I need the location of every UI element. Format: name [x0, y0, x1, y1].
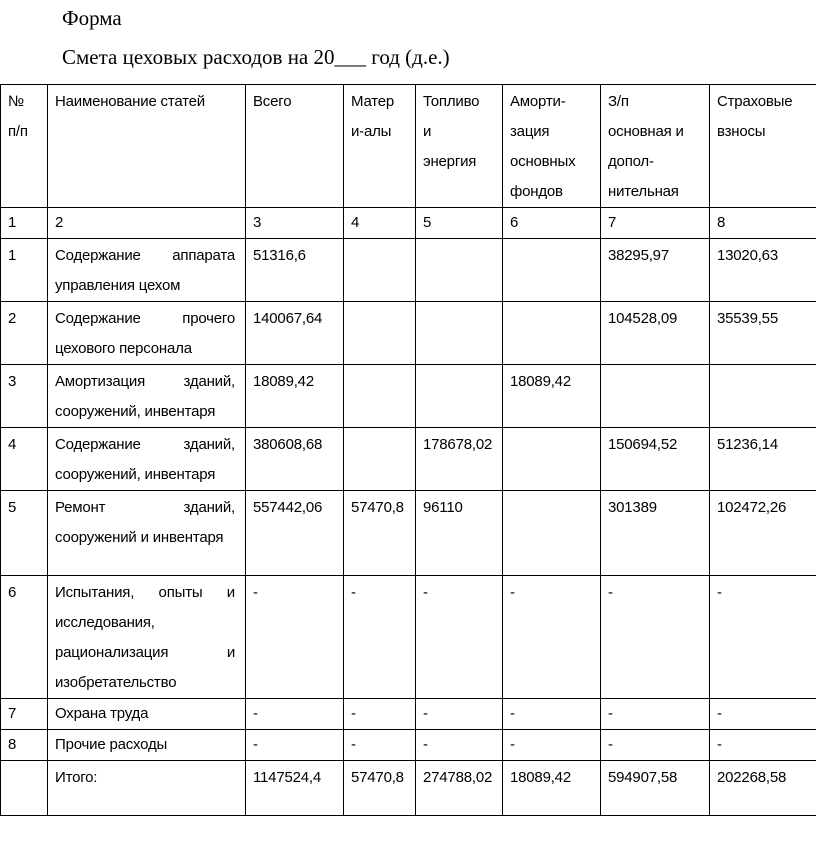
total-value: 51316,6: [246, 239, 344, 302]
column-number: 1: [1, 208, 48, 239]
document-title: Смета цеховых расходов на 20___ год (д.е.): [62, 45, 450, 69]
column-number: 4: [344, 208, 416, 239]
form-label: Форма: [62, 6, 122, 30]
fuel-energy-value: [416, 365, 503, 428]
insurance-value: 202268,58: [710, 761, 816, 816]
item-name: Прочие расходы: [48, 730, 246, 761]
cost-estimate-table: [0, 84, 816, 816]
total-value: -: [246, 576, 344, 699]
insurance-value: -: [710, 730, 816, 761]
table-row: [1, 365, 816, 428]
depreciation-value: -: [503, 730, 601, 761]
insurance-value: 35539,55: [710, 302, 816, 365]
item-name: Охрана труда: [48, 699, 246, 730]
depreciation-value: -: [503, 576, 601, 699]
item-name: Содержание прочего цехового персонала: [48, 302, 246, 365]
table-row: [1, 699, 816, 730]
item-name: Амортизация зданий, сооружений, инвентаря: [48, 365, 246, 428]
total-value: 140067,64: [246, 302, 344, 365]
row-number: 8: [1, 730, 48, 761]
total-value: 18089,42: [246, 365, 344, 428]
table-row: [1, 491, 816, 576]
item-name: Итого:: [48, 761, 246, 816]
table-row: [1, 239, 816, 302]
col-header-depreciation: Аморти- зация основных фондов: [503, 85, 601, 208]
wages-value: -: [601, 730, 710, 761]
col-header-wages: З/п основная и допол- нительная: [601, 85, 710, 208]
materials-value: -: [344, 699, 416, 730]
depreciation-value: [503, 302, 601, 365]
wages-value: -: [601, 699, 710, 730]
item-name: Ремонт зданий, сооружений и инвентаря: [48, 491, 246, 576]
depreciation-value: [503, 491, 601, 576]
row-number: 5: [1, 491, 48, 576]
item-name: Содержание зданий, сооружений, инвентаря: [48, 428, 246, 491]
total-value: -: [246, 730, 344, 761]
depreciation-value: 18089,42: [503, 365, 601, 428]
total-value: 1147524,4: [246, 761, 344, 816]
depreciation-value: 18089,42: [503, 761, 601, 816]
column-number: 5: [416, 208, 503, 239]
fuel-energy-value: [416, 302, 503, 365]
table-row: [1, 302, 816, 365]
fuel-energy-value: 96110: [416, 491, 503, 576]
column-number: 8: [710, 208, 816, 239]
total-value: -: [246, 699, 344, 730]
column-number: 2: [48, 208, 246, 239]
materials-value: [344, 239, 416, 302]
row-number: 1: [1, 239, 48, 302]
insurance-value: -: [710, 576, 816, 699]
insurance-value: 13020,63: [710, 239, 816, 302]
row-number: 3: [1, 365, 48, 428]
materials-value: 57470,8: [344, 491, 416, 576]
row-number: 7: [1, 699, 48, 730]
wages-value: 104528,09: [601, 302, 710, 365]
depreciation-value: [503, 428, 601, 491]
item-name: Испытания, опыты и исследования, рационализация и изобретательство: [48, 576, 246, 699]
table-row: [1, 730, 816, 761]
materials-value: [344, 365, 416, 428]
col-header-fuel-energy: Топливо и энергия: [416, 85, 503, 208]
table-row: [1, 576, 816, 699]
materials-value: -: [344, 730, 416, 761]
fuel-energy-value: 274788,02: [416, 761, 503, 816]
wages-value: [601, 365, 710, 428]
row-number: 6: [1, 576, 48, 699]
fuel-energy-value: -: [416, 576, 503, 699]
depreciation-value: [503, 239, 601, 302]
depreciation-value: -: [503, 699, 601, 730]
wages-value: 594907,58: [601, 761, 710, 816]
fuel-energy-value: [416, 239, 503, 302]
insurance-value: 102472,26: [710, 491, 816, 576]
materials-value: [344, 302, 416, 365]
fuel-energy-value: -: [416, 730, 503, 761]
fuel-energy-value: -: [416, 699, 503, 730]
materials-value: [344, 428, 416, 491]
insurance-value: 51236,14: [710, 428, 816, 491]
insurance-value: -: [710, 699, 816, 730]
wages-value: 38295,97: [601, 239, 710, 302]
col-header-item-name: Наименование статей: [48, 85, 246, 208]
total-value: 380608,68: [246, 428, 344, 491]
materials-value: 57470,8: [344, 761, 416, 816]
column-number: 3: [246, 208, 344, 239]
row-number: [1, 761, 48, 816]
column-number-row: [1, 208, 816, 239]
header-row: [1, 85, 816, 208]
item-name: Содержание аппарата управления цехом: [48, 239, 246, 302]
materials-value: -: [344, 576, 416, 699]
row-number: 4: [1, 428, 48, 491]
wages-value: 301389: [601, 491, 710, 576]
wages-value: 150694,52: [601, 428, 710, 491]
column-number: 7: [601, 208, 710, 239]
col-header-total: Всего: [246, 85, 344, 208]
table-row: [1, 428, 816, 491]
insurance-value: [710, 365, 816, 428]
col-header-number: № п/п: [1, 85, 48, 208]
fuel-energy-value: 178678,02: [416, 428, 503, 491]
col-header-materials: Матер и-алы: [344, 85, 416, 208]
column-number: 6: [503, 208, 601, 239]
col-header-insurance: Страховые взносы: [710, 85, 816, 208]
row-number: 2: [1, 302, 48, 365]
total-value: 557442,06: [246, 491, 344, 576]
wages-value: -: [601, 576, 710, 699]
total-row: [1, 761, 816, 816]
